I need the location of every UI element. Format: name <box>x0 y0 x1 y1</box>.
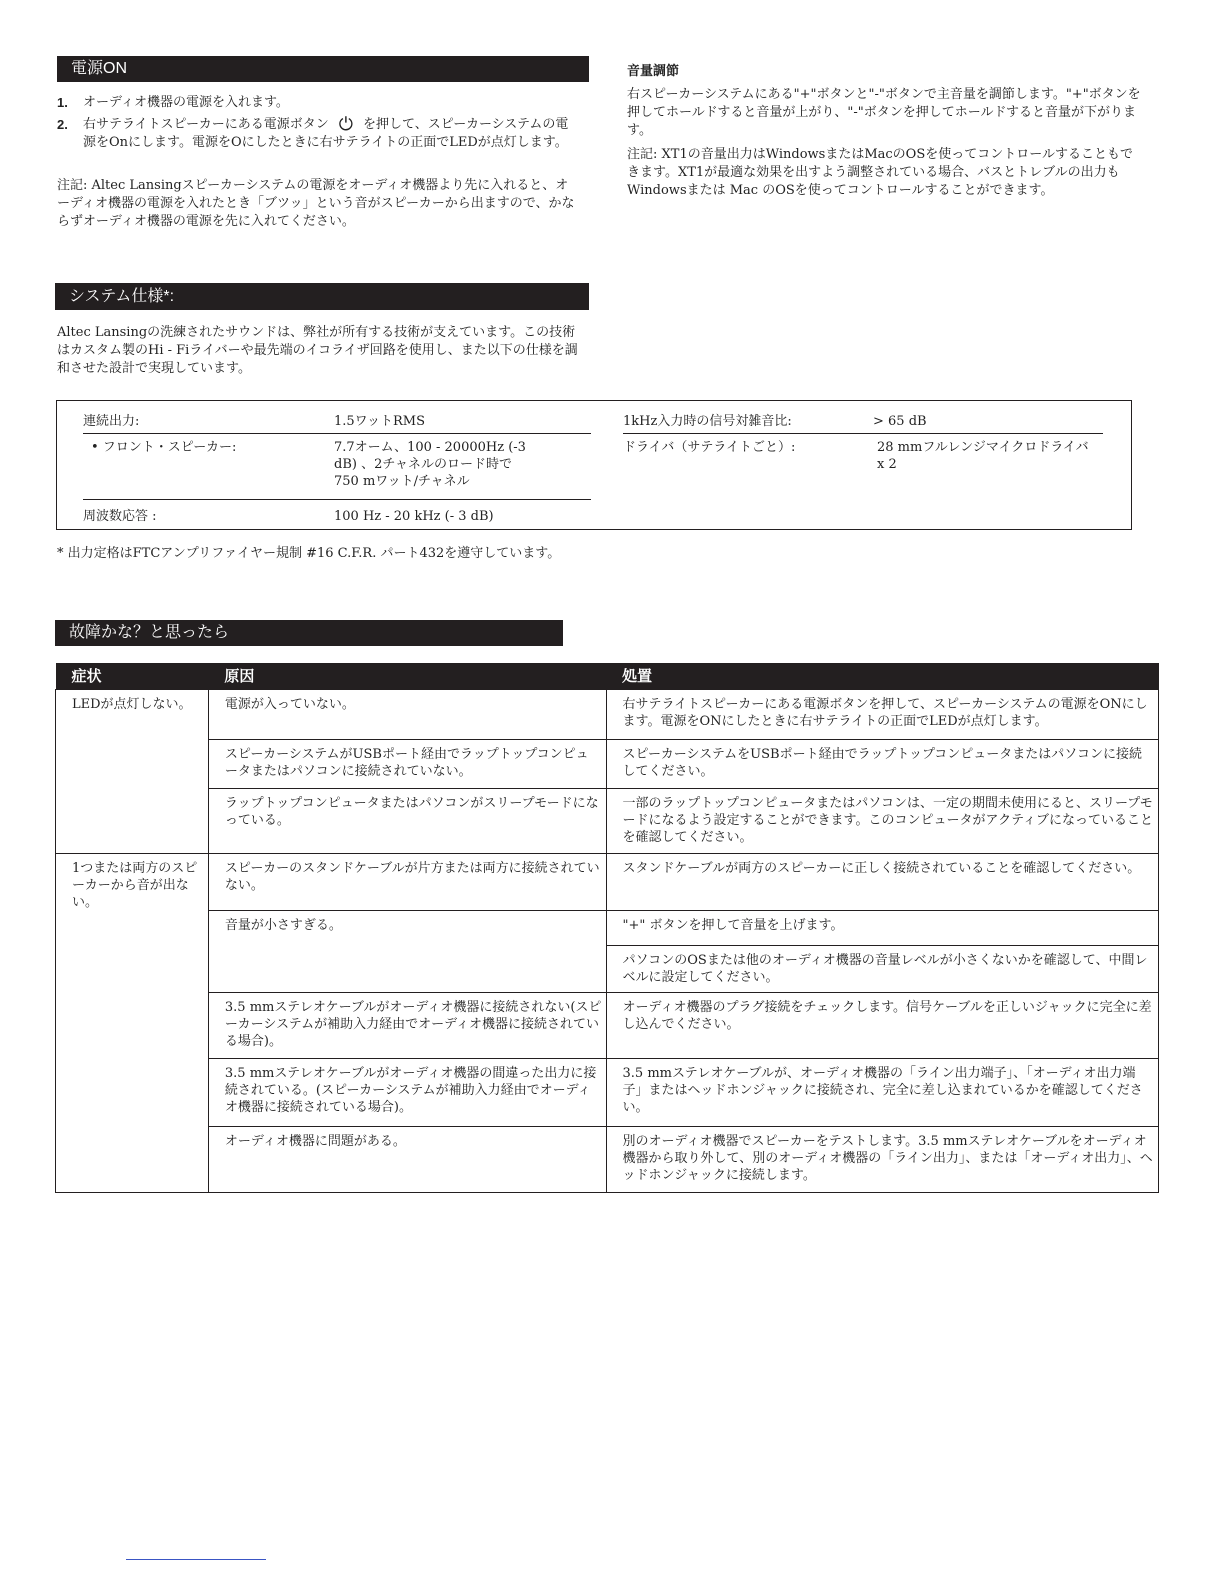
remedy-cell: 3.5 mmステレオケーブルが、オーディオ機器の「ライン出力端子」、「オーディオ出力端子」またはヘッドホンジャックに接続され、完全に差し込まれているかを確認してください。 <box>606 1059 1158 1127</box>
spec-footnote: * 出力定格はFTCアンプリファイヤー規制 #16 C.F.R. パート432を遵守しています。 <box>57 546 561 561</box>
spec-table <box>56 400 1132 530</box>
cause-cell: 3.5 mmステレオケーブルがオーディオ機器に接続されない(スピーカーシステムが補助入力経由でオーディオ機器に接続されている場合)。 <box>208 993 606 1059</box>
spec-divider <box>623 433 1103 434</box>
front-speaker-value: 7.7オーム、100 - 20000Hz (-3 dB) 、2チャネルのロード時で750 mワット/チャネル <box>334 440 526 489</box>
cause-cell: 電源が入っていない。 <box>208 690 606 740</box>
system-specs-heading: システム仕様*: <box>55 283 589 310</box>
power-icon: ⏻ <box>338 113 353 135</box>
step-2-text-b: を押して、スピーカーシステムの電源をOnにします。電源をOにしたときに右サテライトの正面でLEDが点灯します。 <box>83 117 569 150</box>
remedy-cell: パソコンのOSまたは他のオーディオ機器の音量レベルが小さくないかを確認して、中間レベルに設定してください。 <box>606 946 1158 993</box>
table-row <box>56 789 1159 854</box>
cause-cell: 3.5 mmステレオケーブルがオーディオ機器の間違った出力に接続されている。(スピーカーシステムが補助入力経由でオーディオ機器に接続されている場合)。 <box>208 1059 606 1127</box>
snr-value: > 65 dB <box>873 414 927 429</box>
spec-divider <box>83 433 591 434</box>
frequency-response-value: 100 Hz - 20 kHz (- 3 dB) <box>334 509 494 524</box>
remedy-cell: スタンドケーブルが両方のスピーカーに正しく接続されていることを確認してください。 <box>606 854 1158 911</box>
remedy-cell: スピーカーシステムをUSBポート経由でラップトップコンピュータまたはパソコンに接続してください。 <box>606 740 1158 789</box>
header-symptom: 症状 <box>56 663 209 690</box>
spec-divider <box>83 499 591 500</box>
snr-label: 1kHz入力時の信号対雑音比: <box>623 414 792 429</box>
step-2-number: 2. <box>57 117 68 132</box>
header-remedy: 処置 <box>606 663 1158 690</box>
header-cause: 原因 <box>208 663 606 690</box>
continuous-output-value: 1.5ワットRMS <box>334 414 426 429</box>
power-on-note: 注記: Altec Lansingスピーカーシステムの電源をオーディオ機器より先に入れると、オーディオ機器の電源を入れたとき「ブツッ」という音がスピーカーから出ますので、かならずオーディオ機器の電源を先に入れてください。 <box>57 178 575 229</box>
step-1-number: 1. <box>57 95 68 110</box>
table-row <box>56 993 1159 1059</box>
driver-label: ドライバ（サテライトごと）: <box>623 440 796 455</box>
remedy-cell: "+" ボタンを押して音量を上げます。 <box>606 911 1158 946</box>
troubleshooting-heading: 故障かな？と思ったら <box>55 620 563 646</box>
power-on-steps <box>57 94 577 156</box>
volume-body: 右スピーカーシステムにある"+"ボタンと"-"ボタンで主音量を調節します。"+"ボタンを押してホールドすると音量が上がり、"-"ボタンを押してホールドすると音量が下がります。 <box>627 87 1141 138</box>
table-row <box>56 690 1159 740</box>
step-1-text: オーディオ機器の電源を入れます。 <box>83 95 289 110</box>
table-row <box>56 740 1159 789</box>
table-row <box>56 1127 1159 1193</box>
volume-note: 注記: XT1の音量出力はWindowsまたはMacのOSを使ってコントロールすることもできます。XT1が最適な効果を出すよう調整されている場合、バスとトレブルの出力もWindowsまたは Mac のOSを使ってコントロールすることができます。 <box>627 147 1133 198</box>
step-2-text-a: 右サテライトスピーカーにある電源ボタン <box>83 117 329 132</box>
remedy-cell: オーディオ機器のプラグ接続をチェックします。信号ケーブルを正しいジャックに完全に差し込んでください。 <box>606 993 1158 1059</box>
table-header-row <box>56 663 1159 690</box>
remedy-cell: 一部のラップトップコンピュータまたはパソコンは、一定の期間未使用にると、スリープモードになるよう設定することができます。このコンピュータがアクティブになっていることを確認してください。 <box>606 789 1158 854</box>
cause-cell: オーディオ機器に問題がある。 <box>208 1127 606 1193</box>
cause-cell: スピーカーのスタンドケーブルが片方または両方に接続されていない。 <box>208 854 606 911</box>
symptom-cell: 1つまたは両方のスピーカーから音が出ない。 <box>56 854 209 1193</box>
frequency-response-label: 周波数応答 : <box>83 509 157 524</box>
remedy-cell: 右サテライトスピーカーにある電源ボタンを押して、スピーカーシステムの電源をONにします。電源をONにしたときに右サテライトの正面でLEDが点灯します。 <box>606 690 1158 740</box>
footer-rule <box>126 1559 266 1560</box>
volume-heading: 音量調節 <box>627 63 680 78</box>
cause-cell: ラップトップコンピュータまたはパソコンがスリープモードになっている。 <box>208 789 606 854</box>
table-row <box>56 911 1159 946</box>
cause-cell: スピーカーシステムがUSBポート経由でラップトップコンピュータまたはパソコンに接続されていない。 <box>208 740 606 789</box>
continuous-output-label: 連続出力: <box>83 414 140 429</box>
step-2 <box>57 113 577 152</box>
troubleshooting-table <box>55 663 1159 1193</box>
cause-cell: 音量が小さすぎる。 <box>208 911 606 993</box>
table-row <box>56 854 1159 911</box>
power-on-heading: 電源ON <box>57 56 589 82</box>
driver-value: 28 mmフルレンジマイクロドライバ x 2 <box>877 440 1089 472</box>
step-1 <box>57 94 577 112</box>
system-specs-intro: Altec Lansingの洗練されたサウンドは、弊社が所有する技術が支えています。この技術はカスタム製のHi - Fiライバーや最先端のイコライザ回路を使用し、また以下の仕様を調和させた設計で実現しています。 <box>57 325 578 376</box>
symptom-cell: LEDが点灯しない。 <box>56 690 209 854</box>
remedy-cell: 別のオーディオ機器でスピーカーをテストします。3.5 mmステレオケーブルをオーディオ機器から取り外して、別のオーディオ機器の「ライン出力」、または「オーディオ出力」、ヘッドホンジャックに接続します。 <box>606 1127 1158 1193</box>
table-row <box>56 1059 1159 1127</box>
front-speaker-label: • フロント・スピーカー: <box>91 440 237 455</box>
